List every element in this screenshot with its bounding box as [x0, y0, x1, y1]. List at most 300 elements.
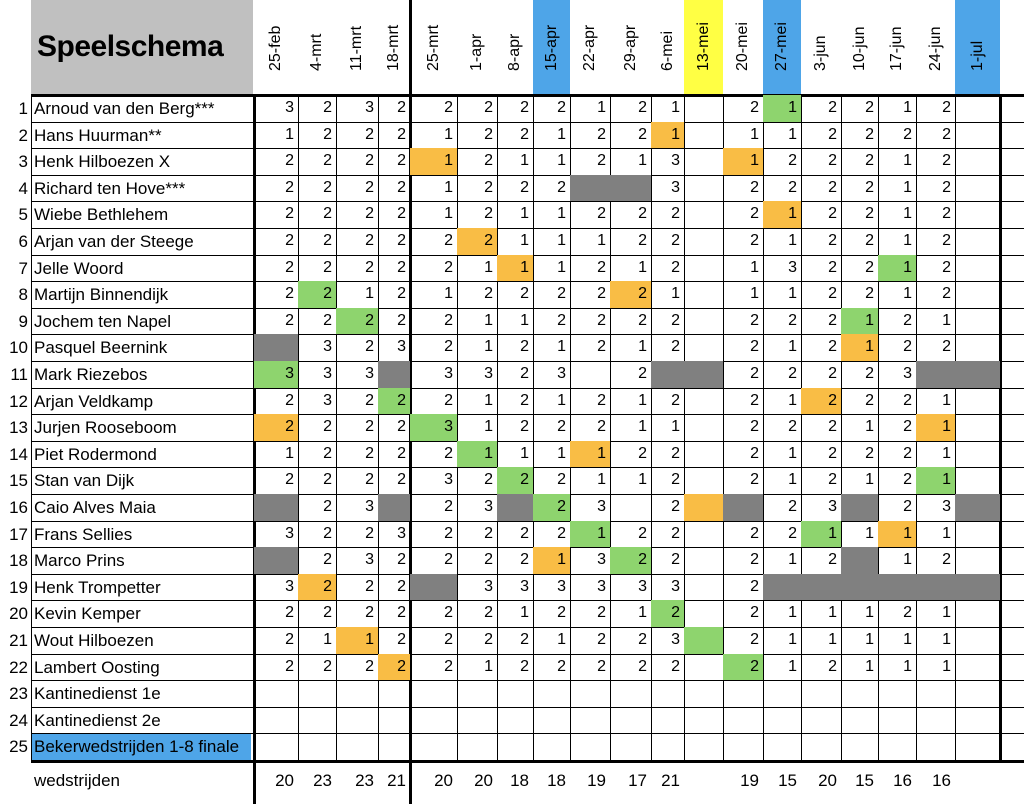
schedule-cell[interactable] — [684, 574, 723, 601]
schedule-cell[interactable] — [916, 308, 955, 335]
schedule-cell[interactable] — [533, 308, 570, 335]
schedule-cell[interactable] — [336, 334, 378, 361]
schedule-cell[interactable] — [763, 467, 801, 494]
schedule-cell[interactable] — [916, 574, 955, 601]
row-number[interactable]: 20 — [9, 604, 28, 624]
schedule-cell[interactable] — [801, 414, 841, 441]
schedule-cell[interactable] — [916, 467, 955, 494]
schedule-cell[interactable] — [610, 334, 651, 361]
schedule-cell[interactable] — [878, 680, 916, 707]
schedule-cell[interactable] — [457, 148, 497, 175]
schedule-cell[interactable] — [763, 680, 801, 707]
schedule-cell[interactable] — [723, 494, 763, 521]
schedule-cell[interactable] — [336, 521, 378, 548]
schedule-cell[interactable] — [878, 255, 916, 282]
schedule-cell[interactable] — [533, 255, 570, 282]
schedule-cell[interactable] — [801, 733, 841, 760]
schedule-cell[interactable] — [878, 521, 916, 548]
player-name[interactable]: Hans Huurman** — [34, 125, 162, 145]
schedule-cell[interactable] — [763, 281, 801, 308]
schedule-cell[interactable] — [610, 255, 651, 282]
schedule-cell[interactable] — [955, 175, 1000, 202]
schedule-cell[interactable] — [723, 574, 763, 601]
player-name[interactable]: Pasquel Beernink — [34, 338, 168, 358]
schedule-cell[interactable] — [378, 175, 410, 202]
schedule-cell[interactable] — [916, 148, 955, 175]
schedule-cell[interactable] — [298, 414, 336, 441]
schedule-cell[interactable] — [570, 148, 610, 175]
schedule-cell[interactable] — [801, 600, 841, 627]
schedule-cell[interactable] — [763, 255, 801, 282]
schedule-cell[interactable] — [955, 281, 1000, 308]
schedule-cell[interactable] — [497, 175, 533, 202]
schedule-cell[interactable] — [801, 707, 841, 734]
date-header[interactable] — [497, 0, 533, 95]
schedule-cell[interactable] — [723, 388, 763, 415]
schedule-cell[interactable] — [533, 627, 570, 654]
schedule-cell[interactable] — [378, 388, 410, 415]
schedule-cell[interactable] — [610, 281, 651, 308]
schedule-cell[interactable] — [801, 441, 841, 468]
schedule-cell[interactable] — [254, 654, 298, 681]
schedule-cell[interactable] — [610, 148, 651, 175]
player-name[interactable]: Jelle Woord — [34, 258, 124, 278]
schedule-cell[interactable] — [610, 547, 651, 574]
schedule-cell[interactable] — [336, 308, 378, 335]
schedule-cell[interactable] — [684, 308, 723, 335]
schedule-cell[interactable] — [651, 361, 684, 388]
schedule-cell[interactable] — [336, 361, 378, 388]
date-header[interactable] — [878, 0, 916, 95]
schedule-cell[interactable] — [651, 281, 684, 308]
schedule-cell[interactable] — [298, 574, 336, 601]
row-number[interactable]: 14 — [9, 444, 28, 464]
schedule-cell[interactable] — [378, 122, 410, 149]
schedule-cell[interactable] — [533, 521, 570, 548]
schedule-cell[interactable] — [841, 414, 878, 441]
schedule-cell[interactable] — [254, 521, 298, 548]
schedule-cell[interactable] — [336, 95, 378, 122]
schedule-cell[interactable] — [801, 308, 841, 335]
schedule-cell[interactable] — [336, 707, 378, 734]
title-cell[interactable] — [31, 0, 253, 95]
schedule-cell[interactable] — [610, 201, 651, 228]
date-header[interactable] — [916, 0, 955, 95]
schedule-cell[interactable] — [298, 707, 336, 734]
schedule-cell[interactable] — [651, 600, 684, 627]
schedule-cell[interactable] — [378, 467, 410, 494]
schedule-cell[interactable] — [801, 547, 841, 574]
schedule-cell[interactable] — [457, 281, 497, 308]
schedule-cell[interactable] — [457, 228, 497, 255]
schedule-cell[interactable] — [763, 122, 801, 149]
schedule-cell[interactable] — [841, 281, 878, 308]
schedule-cell[interactable] — [651, 334, 684, 361]
player-name[interactable]: Arjan van der Steege — [34, 232, 194, 251]
schedule-cell[interactable] — [570, 361, 610, 388]
schedule-cell[interactable] — [955, 521, 1000, 548]
schedule-cell[interactable] — [570, 733, 610, 760]
schedule-cell[interactable] — [651, 707, 684, 734]
schedule-cell[interactable] — [497, 521, 533, 548]
schedule-cell[interactable] — [497, 467, 533, 494]
schedule-cell[interactable] — [378, 281, 410, 308]
schedule-cell[interactable] — [801, 654, 841, 681]
schedule-cell[interactable] — [651, 467, 684, 494]
schedule-cell[interactable] — [841, 707, 878, 734]
schedule-cell[interactable] — [684, 547, 723, 574]
player-name[interactable]: Wout Hilboezen — [34, 631, 154, 650]
date-header[interactable] — [410, 0, 457, 95]
schedule-cell[interactable] — [410, 521, 457, 548]
schedule-cell[interactable] — [684, 627, 723, 654]
schedule-cell[interactable] — [497, 600, 533, 627]
date-header[interactable] — [801, 0, 841, 95]
schedule-cell[interactable] — [916, 627, 955, 654]
schedule-cell[interactable] — [298, 388, 336, 415]
schedule-cell[interactable] — [457, 175, 497, 202]
schedule-cell[interactable] — [651, 255, 684, 282]
schedule-cell[interactable] — [410, 361, 457, 388]
schedule-cell[interactable] — [878, 148, 916, 175]
schedule-cell[interactable] — [336, 441, 378, 468]
schedule-cell[interactable] — [298, 733, 336, 760]
schedule-cell[interactable] — [254, 441, 298, 468]
schedule-cell[interactable] — [723, 201, 763, 228]
schedule-cell[interactable] — [763, 388, 801, 415]
schedule-cell[interactable] — [878, 494, 916, 521]
schedule-cell[interactable] — [410, 680, 457, 707]
schedule-cell[interactable] — [410, 733, 457, 760]
schedule-cell[interactable] — [336, 733, 378, 760]
schedule-cell[interactable] — [763, 627, 801, 654]
schedule-cell[interactable] — [955, 547, 1000, 574]
schedule-cell[interactable] — [684, 388, 723, 415]
player-name[interactable]: Wiebe Bethlehem — [34, 205, 169, 225]
date-header[interactable] — [378, 0, 410, 95]
player-name[interactable]: Henk Hilboezen X — [34, 152, 171, 172]
schedule-cell[interactable] — [533, 334, 570, 361]
schedule-cell[interactable] — [651, 521, 684, 548]
date-header[interactable] — [570, 0, 610, 95]
schedule-cell[interactable] — [410, 467, 457, 494]
schedule-cell[interactable] — [955, 467, 1000, 494]
schedule-cell[interactable] — [570, 680, 610, 707]
schedule-cell[interactable] — [801, 122, 841, 149]
schedule-cell[interactable] — [878, 414, 916, 441]
schedule-cell[interactable] — [916, 201, 955, 228]
schedule-cell[interactable] — [841, 494, 878, 521]
schedule-cell[interactable] — [457, 308, 497, 335]
schedule-cell[interactable] — [410, 228, 457, 255]
schedule-cell[interactable] — [841, 680, 878, 707]
schedule-cell[interactable] — [570, 627, 610, 654]
schedule-cell[interactable] — [763, 441, 801, 468]
schedule-cell[interactable] — [336, 201, 378, 228]
schedule-cell[interactable] — [651, 547, 684, 574]
schedule-cell[interactable] — [684, 680, 723, 707]
row-number[interactable]: 10 — [9, 338, 28, 358]
schedule-cell[interactable] — [723, 654, 763, 681]
date-header[interactable] — [763, 0, 801, 95]
schedule-cell[interactable] — [651, 414, 684, 441]
schedule-cell[interactable] — [684, 281, 723, 308]
schedule-cell[interactable] — [916, 707, 955, 734]
schedule-cell[interactable] — [801, 334, 841, 361]
schedule-cell[interactable] — [610, 654, 651, 681]
schedule-cell[interactable] — [410, 414, 457, 441]
schedule-cell[interactable] — [410, 547, 457, 574]
schedule-cell[interactable] — [841, 388, 878, 415]
schedule-cell[interactable] — [610, 600, 651, 627]
schedule-cell[interactable] — [841, 308, 878, 335]
schedule-cell[interactable] — [410, 281, 457, 308]
schedule-cell[interactable] — [533, 654, 570, 681]
schedule-cell[interactable] — [570, 600, 610, 627]
schedule-cell[interactable] — [410, 255, 457, 282]
schedule-cell[interactable] — [298, 547, 336, 574]
schedule-cell[interactable] — [878, 95, 916, 122]
schedule-cell[interactable] — [570, 707, 610, 734]
schedule-cell[interactable] — [298, 228, 336, 255]
schedule-cell[interactable] — [955, 388, 1000, 415]
date-header[interactable] — [457, 0, 497, 95]
row-number[interactable]: 25 — [9, 737, 28, 757]
schedule-cell[interactable] — [841, 733, 878, 760]
schedule-cell[interactable] — [336, 547, 378, 574]
schedule-cell[interactable] — [763, 175, 801, 202]
schedule-cell[interactable] — [533, 547, 570, 574]
schedule-cell[interactable] — [878, 547, 916, 574]
schedule-cell[interactable] — [916, 334, 955, 361]
schedule-cell[interactable] — [763, 308, 801, 335]
schedule-cell[interactable] — [763, 574, 801, 601]
schedule-cell[interactable] — [763, 334, 801, 361]
schedule-cell[interactable] — [378, 334, 410, 361]
schedule-cell[interactable] — [841, 148, 878, 175]
schedule-cell[interactable] — [570, 467, 610, 494]
schedule-cell[interactable] — [254, 574, 298, 601]
schedule-cell[interactable] — [410, 175, 457, 202]
row-number[interactable]: 22 — [9, 657, 28, 677]
schedule-cell[interactable] — [570, 654, 610, 681]
schedule-cell[interactable] — [916, 122, 955, 149]
schedule-cell[interactable] — [254, 281, 298, 308]
schedule-cell[interactable] — [298, 148, 336, 175]
schedule-cell[interactable] — [801, 574, 841, 601]
date-header[interactable] — [955, 0, 1000, 95]
schedule-cell[interactable] — [841, 441, 878, 468]
date-header[interactable] — [651, 0, 684, 95]
schedule-cell[interactable] — [457, 521, 497, 548]
schedule-cell[interactable] — [533, 680, 570, 707]
schedule-cell[interactable] — [410, 441, 457, 468]
schedule-cell[interactable] — [684, 654, 723, 681]
schedule-cell[interactable] — [254, 175, 298, 202]
schedule-cell[interactable] — [410, 627, 457, 654]
date-header[interactable] — [533, 0, 570, 95]
schedule-cell[interactable] — [298, 441, 336, 468]
schedule-cell[interactable] — [254, 361, 298, 388]
row-number[interactable]: 4 — [18, 178, 28, 198]
schedule-cell[interactable] — [841, 627, 878, 654]
schedule-cell[interactable] — [916, 255, 955, 282]
schedule-cell[interactable] — [378, 441, 410, 468]
schedule-cell[interactable] — [298, 361, 336, 388]
schedule-cell[interactable] — [497, 414, 533, 441]
schedule-cell[interactable] — [801, 627, 841, 654]
schedule-cell[interactable] — [533, 148, 570, 175]
schedule-cell[interactable] — [497, 441, 533, 468]
row-number[interactable]: 18 — [9, 551, 28, 571]
schedule-cell[interactable] — [497, 148, 533, 175]
schedule-cell[interactable] — [336, 281, 378, 308]
schedule-cell[interactable] — [254, 547, 298, 574]
schedule-cell[interactable] — [723, 95, 763, 122]
schedule-cell[interactable] — [916, 680, 955, 707]
schedule-cell[interactable] — [763, 600, 801, 627]
schedule-cell[interactable] — [497, 201, 533, 228]
schedule-cell[interactable] — [298, 680, 336, 707]
schedule-cell[interactable] — [651, 574, 684, 601]
schedule-cell[interactable] — [457, 654, 497, 681]
schedule-cell[interactable] — [651, 388, 684, 415]
schedule-cell[interactable] — [801, 467, 841, 494]
schedule-cell[interactable] — [254, 95, 298, 122]
schedule-cell[interactable] — [684, 95, 723, 122]
schedule-cell[interactable] — [457, 600, 497, 627]
schedule-cell[interactable] — [916, 95, 955, 122]
schedule-cell[interactable] — [878, 733, 916, 760]
schedule-cell[interactable] — [298, 281, 336, 308]
schedule-cell[interactable] — [457, 201, 497, 228]
row-number[interactable]: 8 — [18, 285, 28, 305]
schedule-cell[interactable] — [955, 494, 1000, 521]
schedule-cell[interactable] — [723, 600, 763, 627]
schedule-cell[interactable] — [570, 255, 610, 282]
schedule-cell[interactable] — [651, 627, 684, 654]
schedule-cell[interactable] — [878, 308, 916, 335]
schedule-cell[interactable] — [651, 308, 684, 335]
schedule-cell[interactable] — [841, 175, 878, 202]
schedule-cell[interactable] — [457, 494, 497, 521]
schedule-cell[interactable] — [336, 494, 378, 521]
schedule-cell[interactable] — [570, 521, 610, 548]
schedule-cell[interactable] — [841, 255, 878, 282]
schedule-cell[interactable] — [533, 122, 570, 149]
schedule-cell[interactable] — [841, 334, 878, 361]
schedule-cell[interactable] — [570, 228, 610, 255]
row-number[interactable]: 11 — [10, 365, 28, 384]
schedule-cell[interactable] — [336, 255, 378, 282]
schedule-cell[interactable] — [955, 255, 1000, 282]
schedule-cell[interactable] — [254, 334, 298, 361]
schedule-cell[interactable] — [378, 95, 410, 122]
schedule-cell[interactable] — [533, 388, 570, 415]
schedule-cell[interactable] — [684, 414, 723, 441]
schedule-cell[interactable] — [570, 95, 610, 122]
schedule-cell[interactable] — [801, 521, 841, 548]
schedule-cell[interactable] — [336, 122, 378, 149]
schedule-cell[interactable] — [684, 707, 723, 734]
schedule-cell[interactable] — [610, 361, 651, 388]
schedule-cell[interactable] — [651, 733, 684, 760]
schedule-cell[interactable] — [410, 600, 457, 627]
schedule-cell[interactable] — [570, 494, 610, 521]
player-name[interactable]: Arjan Veldkamp — [34, 391, 154, 411]
schedule-cell[interactable] — [457, 733, 497, 760]
schedule-cell[interactable] — [497, 95, 533, 122]
schedule-cell[interactable] — [378, 228, 410, 255]
row-number[interactable]: 17 — [9, 524, 28, 544]
schedule-cell[interactable] — [378, 494, 410, 521]
schedule-cell[interactable] — [723, 627, 763, 654]
schedule-cell[interactable] — [497, 334, 533, 361]
player-name[interactable]: Mark Riezebos — [34, 365, 148, 384]
schedule-cell[interactable] — [298, 521, 336, 548]
schedule-cell[interactable] — [916, 441, 955, 468]
schedule-cell[interactable] — [533, 281, 570, 308]
row-number[interactable]: 24 — [9, 710, 28, 730]
schedule-cell[interactable] — [955, 733, 1000, 760]
schedule-cell[interactable] — [916, 654, 955, 681]
schedule-cell[interactable] — [378, 733, 410, 760]
schedule-cell[interactable] — [763, 654, 801, 681]
schedule-cell[interactable] — [497, 281, 533, 308]
schedule-cell[interactable] — [723, 122, 763, 149]
schedule-cell[interactable] — [298, 95, 336, 122]
schedule-cell[interactable] — [378, 308, 410, 335]
schedule-cell[interactable] — [533, 228, 570, 255]
schedule-cell[interactable] — [878, 388, 916, 415]
schedule-cell[interactable] — [723, 680, 763, 707]
schedule-cell[interactable] — [610, 388, 651, 415]
schedule-cell[interactable] — [610, 707, 651, 734]
schedule-cell[interactable] — [916, 414, 955, 441]
schedule-cell[interactable] — [801, 680, 841, 707]
schedule-cell[interactable] — [410, 388, 457, 415]
schedule-cell[interactable] — [378, 654, 410, 681]
schedule-cell[interactable] — [410, 148, 457, 175]
schedule-cell[interactable] — [298, 122, 336, 149]
schedule-cell[interactable] — [723, 148, 763, 175]
schedule-cell[interactable] — [801, 255, 841, 282]
schedule-cell[interactable] — [378, 600, 410, 627]
schedule-cell[interactable] — [878, 334, 916, 361]
schedule-cell[interactable] — [684, 733, 723, 760]
schedule-cell[interactable] — [723, 414, 763, 441]
schedule-cell[interactable] — [610, 441, 651, 468]
schedule-cell[interactable] — [570, 201, 610, 228]
schedule-cell[interactable] — [533, 707, 570, 734]
schedule-cell[interactable] — [410, 494, 457, 521]
schedule-cell[interactable] — [610, 574, 651, 601]
schedule-cell[interactable] — [723, 228, 763, 255]
schedule-cell[interactable] — [254, 308, 298, 335]
schedule-cell[interactable] — [378, 574, 410, 601]
schedule-cell[interactable] — [763, 95, 801, 122]
schedule-cell[interactable] — [610, 414, 651, 441]
schedule-cell[interactable] — [457, 441, 497, 468]
schedule-cell[interactable] — [916, 600, 955, 627]
schedule-cell[interactable] — [336, 388, 378, 415]
player-name[interactable]: Jurjen Rooseboom — [34, 418, 177, 438]
schedule-cell[interactable] — [378, 201, 410, 228]
schedule-cell[interactable] — [336, 175, 378, 202]
player-name[interactable]: Henk Trompetter — [34, 577, 161, 597]
schedule-cell[interactable] — [684, 600, 723, 627]
schedule-cell[interactable] — [497, 707, 533, 734]
